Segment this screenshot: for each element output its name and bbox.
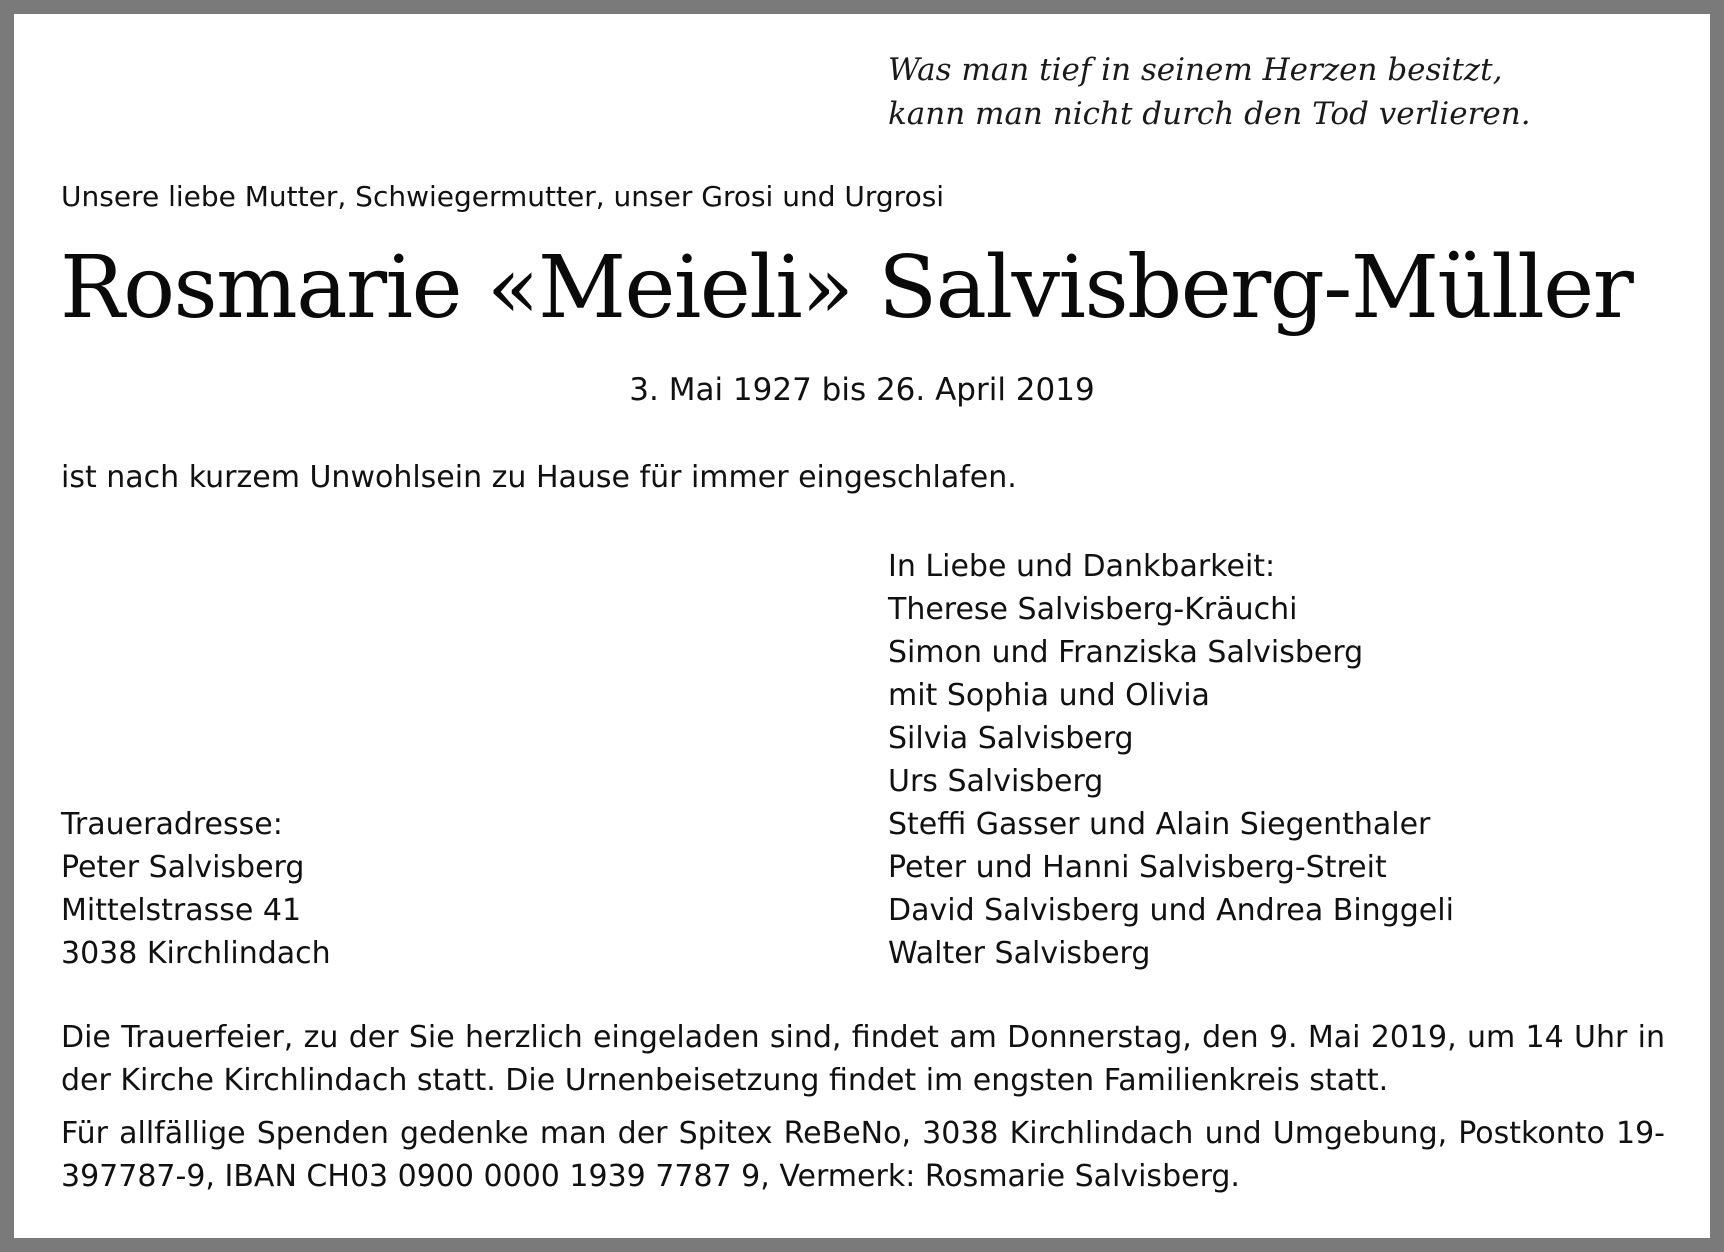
mourner-entry: Peter und Hanni Salvisberg-Streit xyxy=(888,850,1387,885)
motto-line: kann man nicht durch den Tod verlieren. xyxy=(888,96,1531,132)
motto-line: Was man tief in seinem Herzen besitzt, xyxy=(888,52,1503,88)
mourner-entry: Urs Salvisberg xyxy=(888,764,1104,799)
mourner-entry: David Salvisberg und Andrea Binggeli xyxy=(888,893,1454,928)
mourner-entry: Silvia Salvisberg xyxy=(888,721,1134,756)
deceased-name: Rosmarie «Meieli» Salvisberg-Müller xyxy=(60,238,1633,338)
mourner-entry: Simon und Franziska Salvisberg xyxy=(888,635,1364,670)
life-dates: 3. Mai 1927 bis 26. April 2019 xyxy=(629,372,1095,408)
address-heading: Traueradresse: xyxy=(61,807,283,842)
mourner-entry: Walter Salvisberg xyxy=(888,936,1151,971)
mourner-entry: mit Sophia und Olivia xyxy=(888,678,1210,713)
mourner-entry: Steffi Gasser und Alain Siegenthaler xyxy=(888,807,1431,842)
address-line: Peter Salvisberg xyxy=(61,850,305,885)
mourning-address xyxy=(61,803,331,975)
donations-paragraph: Für allfällige Spenden gedenke man der Spitex ReBeNo, 3038 Kirchlindach und Umgebung, Postkonto 19-397787-9, IBAN CH03 0900 0000 1939 7787 9, Vermerk: Rosmarie Salvisberg. xyxy=(61,1116,1665,1194)
motto-quote xyxy=(888,48,1531,136)
mourners-heading: In Liebe und Dankbarkeit: xyxy=(888,549,1276,584)
address-line: 3038 Kirchlindach xyxy=(61,936,331,971)
address-line: Mittelstrasse 41 xyxy=(61,893,302,928)
mourners-list xyxy=(888,545,1454,975)
ceremony-paragraph: Die Trauerfeier, zu der Sie herzlich eingeladen sind, findet am Donnerstag, den 9. Mai 2019, um 14 Uhr in der Kirche Kirchlindach statt. Die Urnenbeisetzung findet im engsten Familienkreis statt. xyxy=(61,1020,1665,1098)
intro-text: Unsere liebe Mutter, Schwiegermutter, unser Grosi und Urgrosi xyxy=(61,180,945,213)
passing-sentence: ist nach kurzem Unwohlsein zu Hause für immer eingeschlafen. xyxy=(61,460,1017,495)
mourner-entry: Therese Salvisberg-Kräuchi xyxy=(888,592,1298,627)
